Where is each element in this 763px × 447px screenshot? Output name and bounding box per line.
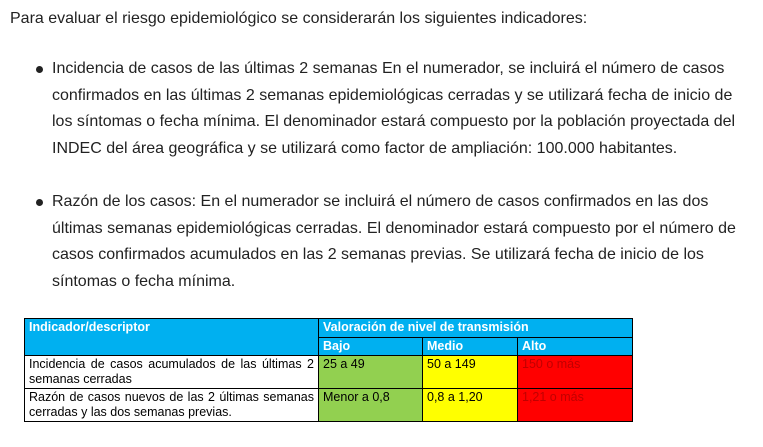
bullet-text: Razón de los casos: En el numerador se incluirá el número de casos confirmados en las dos últimas semanas epidemiológicas cerradas. El denominador estará compuesto por el número de casos confirmados acumulados en las 2 semanas previas. Se utilizará fecha de inicio de los síntomas o fecha mínima. <box>52 193 736 290</box>
table-row <box>25 389 633 422</box>
cell-alto: 150 o más <box>518 356 633 389</box>
header-level-bajo: Bajo <box>319 338 423 356</box>
cell-medio: 0,8 a 1,20 <box>423 389 518 422</box>
header-level-medio: Medio <box>423 338 518 356</box>
header-indicator: Indicador/descriptor <box>25 319 319 356</box>
cell-bajo: Menor a 0,8 <box>319 389 423 422</box>
cell-alto: 1,21 o más <box>518 389 633 422</box>
row-descriptor: Incidencia de casos acumulados de las últimas 2 semanas cerradas <box>25 356 319 389</box>
intro-paragraph: Para evaluar el riesgo epidemiológico se considerarán los siguientes indicadores: <box>10 10 588 27</box>
table-row <box>25 356 633 389</box>
cell-bajo: 25 a 49 <box>319 356 423 389</box>
header-valuation: Valoración de nivel de transmisión <box>319 319 633 338</box>
cell-medio: 50 a 149 <box>423 356 518 389</box>
row-descriptor: Razón de casos nuevos de las 2 últimas semanas cerradas y las dos semanas previas. <box>25 389 319 422</box>
transmission-table <box>24 318 633 422</box>
bullet-text: Incidencia de casos de las últimas 2 semanas En el numerador, se incluirá el número de casos confirmados en las últimas 2 semanas epidemiológicas cerradas y se utilizará fecha de inicio de los síntomas o fecha mínima. El denominador estará compuesto por la población proyectada del INDEC del área geográfica y se utilizará como factor de ampliación: 100.000 habitantes. <box>52 60 736 157</box>
list-item <box>28 189 746 295</box>
list-item <box>28 56 746 162</box>
bullet-icon <box>36 199 43 206</box>
bullet-icon <box>36 66 43 73</box>
header-level-alto: Alto <box>518 338 633 356</box>
indicator-list <box>28 56 746 295</box>
